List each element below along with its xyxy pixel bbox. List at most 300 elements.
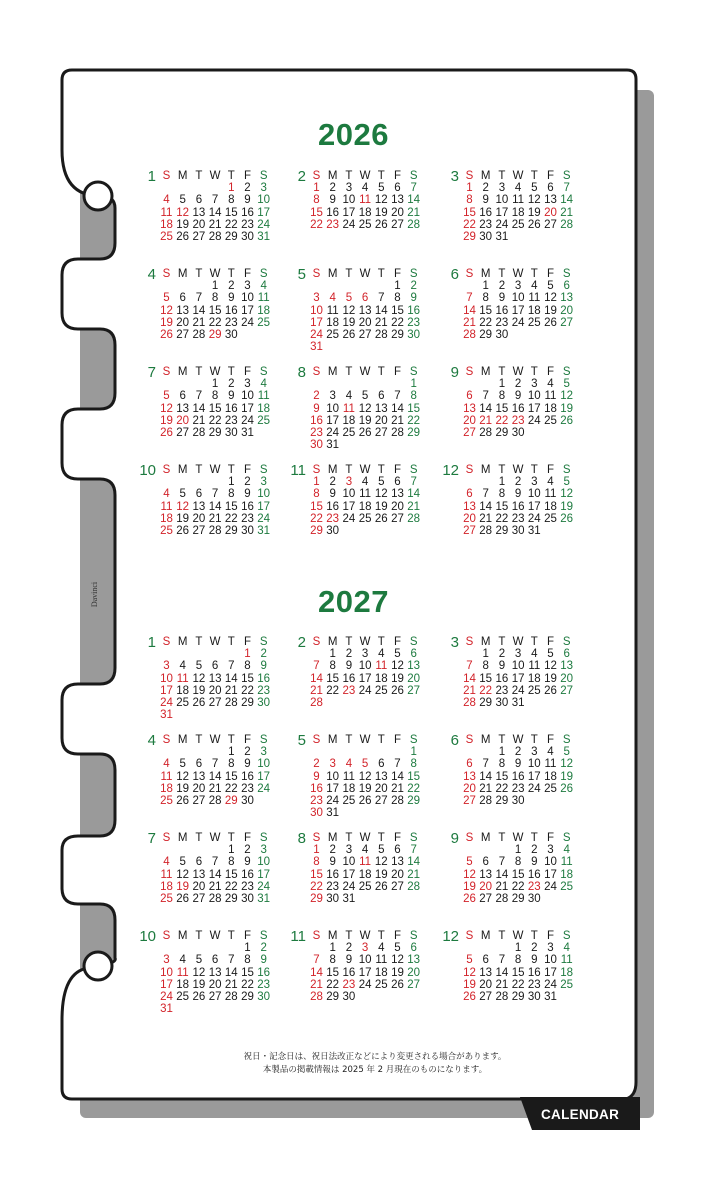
month-number: 3 (450, 634, 459, 651)
day-cell: 12 (544, 660, 557, 673)
day-cell: 13 (192, 500, 206, 513)
weekday-header: W (359, 930, 371, 942)
day-cell: 31 (257, 231, 271, 243)
weekday-header: S (259, 464, 268, 476)
day-cell: 7 (195, 390, 203, 403)
day-cell: 15 (224, 500, 238, 513)
day-cell: 10 (257, 856, 271, 869)
year-title-2027: 2027 (318, 584, 389, 619)
day-cell: 13 (479, 966, 493, 979)
day-cell: 12 (374, 488, 388, 501)
month-number: 4 (147, 732, 156, 749)
day-cell: 4 (361, 844, 369, 857)
day-cell: 30 (326, 525, 340, 537)
weekday-header: W (359, 464, 371, 476)
day-cell: 8 (514, 856, 522, 869)
weekday-header: T (227, 170, 235, 182)
day-cell: 18 (257, 402, 271, 415)
day-cell: 2 (514, 476, 522, 489)
day-cell: 12 (391, 954, 404, 967)
day-cell: 30 (224, 329, 238, 341)
day-cell: 14 (208, 500, 222, 513)
day-cell: 28 (224, 991, 238, 1003)
month-number: 8 (297, 830, 306, 847)
day-cell: 26 (374, 218, 388, 231)
weekday-header: T (195, 832, 203, 844)
month-number: 6 (450, 266, 459, 283)
month-number: 5 (297, 732, 306, 749)
month-block-2027-4 (138, 732, 271, 827)
day-cell: 12 (374, 194, 388, 207)
day-cell: 10 (358, 954, 372, 967)
day-cell: 2 (498, 648, 506, 661)
day-cell: 10 (160, 672, 173, 685)
weekday-header: S (465, 170, 474, 182)
weekday-header: T (345, 734, 353, 746)
day-cell: 11 (512, 194, 525, 207)
day-cell: 15 (463, 206, 476, 219)
day-cell: 20 (407, 672, 421, 685)
day-cell: 10 (527, 488, 541, 501)
day-cell: 11 (176, 672, 189, 685)
day-cell: 25 (544, 512, 557, 525)
weekday-header: T (530, 170, 538, 182)
day-cell: 3 (531, 746, 538, 759)
day-cell: 15 (208, 304, 222, 317)
weekday-header: M (177, 734, 188, 746)
weekday-header: W (359, 734, 371, 746)
day-cell: 2 (482, 182, 489, 195)
day-cell: 8 (329, 954, 336, 967)
month-number: 8 (297, 364, 306, 381)
day-cell: 16 (241, 868, 254, 881)
weekday-header: T (498, 268, 506, 280)
day-cell: 3 (260, 182, 267, 195)
day-cell: 26 (160, 427, 173, 439)
day-cell: 11 (342, 402, 355, 415)
day-cell: 22 (224, 218, 238, 231)
day-cell: 29 (224, 231, 238, 243)
day-cell: 24 (342, 880, 356, 893)
day-cell: 13 (463, 770, 476, 783)
day-cell: 2 (410, 280, 417, 293)
weekday-header: F (546, 170, 555, 182)
day-cell: 30 (407, 329, 421, 341)
day-cell: 25 (160, 231, 173, 243)
day-cell: 20 (479, 978, 493, 991)
day-cell: 29 (495, 427, 509, 439)
day-cell: 22 (241, 684, 254, 697)
weekday-header: W (359, 268, 371, 280)
weekday-header: W (512, 170, 524, 182)
day-cell: 1 (466, 182, 473, 195)
weekday-header: W (512, 636, 524, 648)
day-cell: 31 (511, 697, 525, 709)
weekday-header: T (345, 366, 353, 378)
day-cell: 3 (313, 292, 320, 305)
day-cell: 9 (329, 194, 336, 207)
day-cell: 29 (208, 427, 222, 439)
day-cell: 6 (482, 856, 489, 869)
day-cell: 24 (544, 880, 557, 893)
day-cell: 26 (374, 880, 388, 893)
day-cell: 27 (192, 525, 206, 537)
day-cell: 22 (224, 512, 238, 525)
day-cell: 8 (228, 758, 235, 771)
month-number: 2 (297, 634, 306, 651)
day-cell: 13 (192, 206, 206, 219)
day-cell: 3 (345, 844, 353, 857)
weekday-header: F (546, 464, 555, 476)
day-cell: 4 (163, 194, 170, 207)
day-cell: 18 (257, 304, 271, 317)
weekday-header: T (195, 930, 203, 942)
day-cell: 4 (378, 942, 385, 955)
day-cell: 30 (527, 893, 541, 905)
day-cell: 2 (260, 942, 267, 955)
day-cell: 2 (244, 746, 251, 759)
weekday-header: F (393, 734, 402, 746)
weekday-header: S (259, 636, 268, 648)
day-cell: 10 (241, 292, 254, 305)
day-cell: 9 (514, 488, 522, 501)
day-cell: 12 (463, 868, 476, 881)
day-cell: 1 (482, 280, 489, 293)
day-cell: 3 (244, 378, 251, 391)
weekday-header: W (359, 366, 371, 378)
day-cell: 31 (257, 525, 271, 537)
weekday-header: M (480, 170, 491, 182)
day-cell: 28 (407, 880, 421, 893)
day-cell: 31 (160, 709, 173, 722)
day-cell: 26 (342, 329, 356, 341)
day-cell: 5 (378, 182, 385, 195)
day-cell: 16 (326, 206, 340, 219)
day-cell: 3 (260, 844, 267, 857)
day-cell: 17 (527, 500, 541, 513)
day-cell: 5 (563, 378, 570, 391)
day-cell: 7 (313, 954, 320, 967)
weekday-header: M (177, 832, 188, 844)
weekday-header: T (345, 268, 353, 280)
day-cell: 15 (224, 868, 238, 881)
day-cell: 21 (192, 316, 206, 329)
day-cell: 30 (257, 991, 271, 1003)
day-cell: 5 (547, 280, 554, 293)
day-cell: 27 (463, 795, 476, 807)
weekday-header: S (162, 930, 171, 942)
day-cell: 26 (176, 795, 190, 807)
day-cell: 15 (479, 672, 493, 685)
holiday-disclaimer: 祝日・記念日は、祝日法改正などにより変更される場合があります。 (243, 1052, 507, 1062)
day-cell: 16 (495, 672, 509, 685)
weekday-header: W (209, 464, 221, 476)
day-cell: 1 (244, 942, 251, 955)
weekday-header: S (162, 636, 171, 648)
day-cell: 11 (359, 194, 372, 207)
weekday-header: F (243, 734, 252, 746)
day-cell: 17 (342, 206, 356, 219)
day-cell: 10 (495, 194, 509, 207)
day-cell: 11 (160, 868, 173, 881)
day-cell: 2 (345, 648, 353, 661)
day-cell: 28 (374, 329, 388, 341)
day-cell: 21 (463, 684, 476, 697)
weekday-header: T (530, 636, 538, 648)
weekday-header: M (480, 832, 491, 844)
day-cell: 30 (310, 807, 323, 820)
day-cell: 22 (495, 414, 509, 427)
day-cell: 18 (358, 206, 372, 219)
day-cell: 26 (463, 991, 476, 1003)
weekday-header: F (243, 366, 252, 378)
day-cell: 30 (495, 697, 509, 709)
day-cell: 13 (391, 856, 404, 869)
day-cell: 10 (511, 292, 525, 305)
day-cell: 17 (257, 868, 271, 881)
day-cell: 11 (528, 292, 541, 305)
day-cell: 19 (358, 782, 372, 795)
day-cell: 1 (410, 746, 417, 759)
day-cell: 30 (241, 893, 254, 905)
day-cell: 25 (544, 414, 557, 427)
day-cell: 4 (345, 758, 353, 771)
day-cell: 18 (358, 500, 372, 513)
day-cell: 26 (391, 684, 404, 697)
day-cell: 8 (313, 488, 320, 501)
day-cell: 26 (160, 329, 173, 341)
day-cell: 7 (410, 476, 417, 489)
day-cell: 27 (479, 991, 493, 1003)
weekday-header: T (227, 636, 235, 648)
day-cell: 18 (544, 500, 557, 513)
day-cell: 27 (560, 316, 574, 329)
day-cell: 3 (514, 280, 522, 293)
day-cell: 14 (208, 868, 222, 881)
day-cell: 27 (374, 427, 388, 439)
day-cell: 1 (211, 280, 219, 293)
day-cell: 22 (479, 684, 493, 697)
day-cell: 18 (160, 512, 173, 525)
weekday-header: F (243, 170, 252, 182)
weekday-header: T (227, 734, 235, 746)
weekday-header: S (162, 734, 171, 746)
day-cell: 23 (224, 414, 238, 427)
day-cell: 5 (195, 954, 203, 967)
day-cell: 1 (394, 280, 401, 293)
day-cell: 6 (195, 488, 203, 501)
day-cell: 6 (547, 182, 554, 195)
day-cell: 30 (479, 231, 493, 243)
day-cell: 5 (378, 844, 385, 857)
day-cell: 8 (211, 292, 219, 305)
day-cell: 19 (176, 218, 190, 231)
day-cell: 12 (160, 402, 173, 415)
weekday-header: W (512, 366, 524, 378)
day-cell: 31 (160, 1003, 173, 1016)
month-block-2026-12 (441, 462, 574, 557)
day-cell: 1 (329, 648, 336, 661)
weekday-header: S (562, 734, 571, 746)
day-cell: 27 (176, 329, 190, 341)
day-cell: 23 (241, 218, 254, 231)
weekday-header: S (312, 464, 321, 476)
weekday-header: S (259, 930, 268, 942)
day-cell: 7 (482, 488, 489, 501)
day-cell: 9 (228, 292, 235, 305)
day-cell: 26 (176, 525, 190, 537)
month-block-2026-11 (288, 462, 421, 557)
day-cell: 3 (345, 476, 353, 489)
day-cell: 7 (313, 660, 320, 673)
day-cell: 15 (241, 672, 254, 685)
day-cell: 27 (463, 525, 476, 537)
weekday-header: S (312, 832, 321, 844)
month-block-2027-8 (288, 830, 421, 925)
day-cell: 24 (257, 782, 271, 795)
day-cell: 24 (527, 414, 541, 427)
day-cell: 29 (407, 795, 421, 807)
day-cell: 30 (310, 439, 323, 452)
day-cell: 22 (495, 782, 509, 795)
day-cell: 18 (160, 880, 173, 893)
day-cell: 16 (495, 304, 509, 317)
day-cell: 20 (208, 978, 222, 991)
day-cell: 2 (329, 844, 336, 857)
day-cell: 21 (208, 782, 222, 795)
day-cell: 10 (160, 966, 173, 979)
day-cell: 17 (257, 500, 271, 513)
day-cell: 9 (345, 660, 353, 673)
day-cell: 10 (544, 954, 557, 967)
day-cell: 5 (163, 390, 170, 403)
day-cell: 6 (410, 942, 417, 955)
day-cell: 3 (163, 954, 170, 967)
day-cell: 15 (224, 206, 238, 219)
day-cell: 23 (241, 782, 254, 795)
day-cell: 30 (326, 893, 340, 905)
day-cell: 17 (310, 316, 323, 329)
day-cell: 21 (391, 782, 404, 795)
day-cell: 21 (479, 512, 493, 525)
month-number: 2 (297, 168, 306, 185)
day-cell: 13 (208, 966, 222, 979)
day-cell: 19 (374, 206, 388, 219)
day-cell: 15 (241, 966, 254, 979)
month-block-2027-10 (138, 928, 271, 1023)
day-cell: 9 (531, 856, 538, 869)
day-cell: 13 (463, 402, 476, 415)
day-cell: 23 (224, 316, 238, 329)
day-cell: 27 (208, 991, 222, 1003)
day-cell: 4 (260, 378, 267, 391)
day-cell: 17 (358, 966, 372, 979)
day-cell: 23 (407, 316, 421, 329)
day-cell: 3 (345, 182, 353, 195)
day-cell: 28 (208, 231, 222, 243)
day-cell: 6 (482, 954, 489, 967)
day-cell: 16 (241, 770, 254, 783)
day-cell: 21 (374, 316, 388, 329)
day-cell: 28 (192, 427, 206, 439)
weekday-header: S (465, 366, 474, 378)
day-cell: 11 (375, 660, 388, 673)
day-cell: 28 (391, 427, 404, 439)
day-cell: 3 (547, 942, 554, 955)
weekday-header: T (530, 930, 538, 942)
weekday-header: T (345, 170, 353, 182)
month-number: 7 (147, 364, 156, 381)
weekday-header: F (393, 170, 402, 182)
day-cell: 24 (160, 991, 173, 1003)
calendar-tab-label[interactable]: CALENDAR (541, 1107, 620, 1122)
weekday-header: T (227, 366, 235, 378)
day-cell: 24 (511, 684, 525, 697)
day-cell: 29 (511, 893, 525, 905)
day-cell: 20 (463, 512, 476, 525)
day-cell: 10 (358, 660, 372, 673)
day-cell: 8 (410, 758, 417, 771)
day-cell: 31 (342, 893, 356, 905)
day-cell: 24 (326, 795, 340, 807)
day-cell: 15 (479, 304, 493, 317)
day-cell: 16 (342, 966, 356, 979)
day-cell: 17 (495, 206, 509, 219)
month-block-2027-9 (441, 830, 574, 925)
day-cell: 24 (342, 218, 356, 231)
weekday-header: S (259, 832, 268, 844)
weekday-header: F (393, 366, 402, 378)
day-cell: 4 (563, 844, 570, 857)
day-cell: 4 (547, 476, 554, 489)
day-cell: 26 (176, 893, 190, 905)
month-number: 12 (442, 462, 459, 479)
day-cell: 18 (342, 782, 356, 795)
day-cell: 8 (482, 292, 489, 305)
weekday-header: W (359, 636, 371, 648)
day-cell: 1 (228, 476, 235, 489)
day-cell: 9 (514, 390, 522, 403)
day-cell: 22 (326, 684, 340, 697)
day-cell: 20 (463, 782, 476, 795)
day-cell: 27 (479, 893, 493, 905)
day-cell: 5 (195, 660, 203, 673)
day-cell: 13 (407, 660, 421, 673)
day-cell: 9 (313, 402, 320, 415)
day-cell: 23 (241, 880, 254, 893)
weekday-header: F (243, 832, 252, 844)
day-cell: 31 (310, 341, 323, 354)
day-cell: 27 (192, 795, 206, 807)
day-cell: 31 (495, 231, 509, 243)
day-cell: 14 (224, 672, 238, 685)
day-cell: 20 (479, 880, 493, 893)
day-cell: 13 (479, 868, 493, 881)
weekday-header: T (498, 734, 506, 746)
day-cell: 15 (495, 500, 509, 513)
weekday-header: S (409, 268, 418, 280)
day-cell: 28 (479, 795, 493, 807)
day-cell: 2 (531, 844, 538, 857)
day-cell: 29 (326, 991, 340, 1003)
day-cell: 10 (257, 488, 271, 501)
day-cell: 19 (560, 402, 574, 415)
day-cell: 1 (329, 942, 336, 955)
day-cell: 25 (160, 893, 173, 905)
day-cell: 9 (244, 488, 251, 501)
day-cell: 14 (463, 672, 476, 685)
day-cell: 24 (257, 512, 271, 525)
